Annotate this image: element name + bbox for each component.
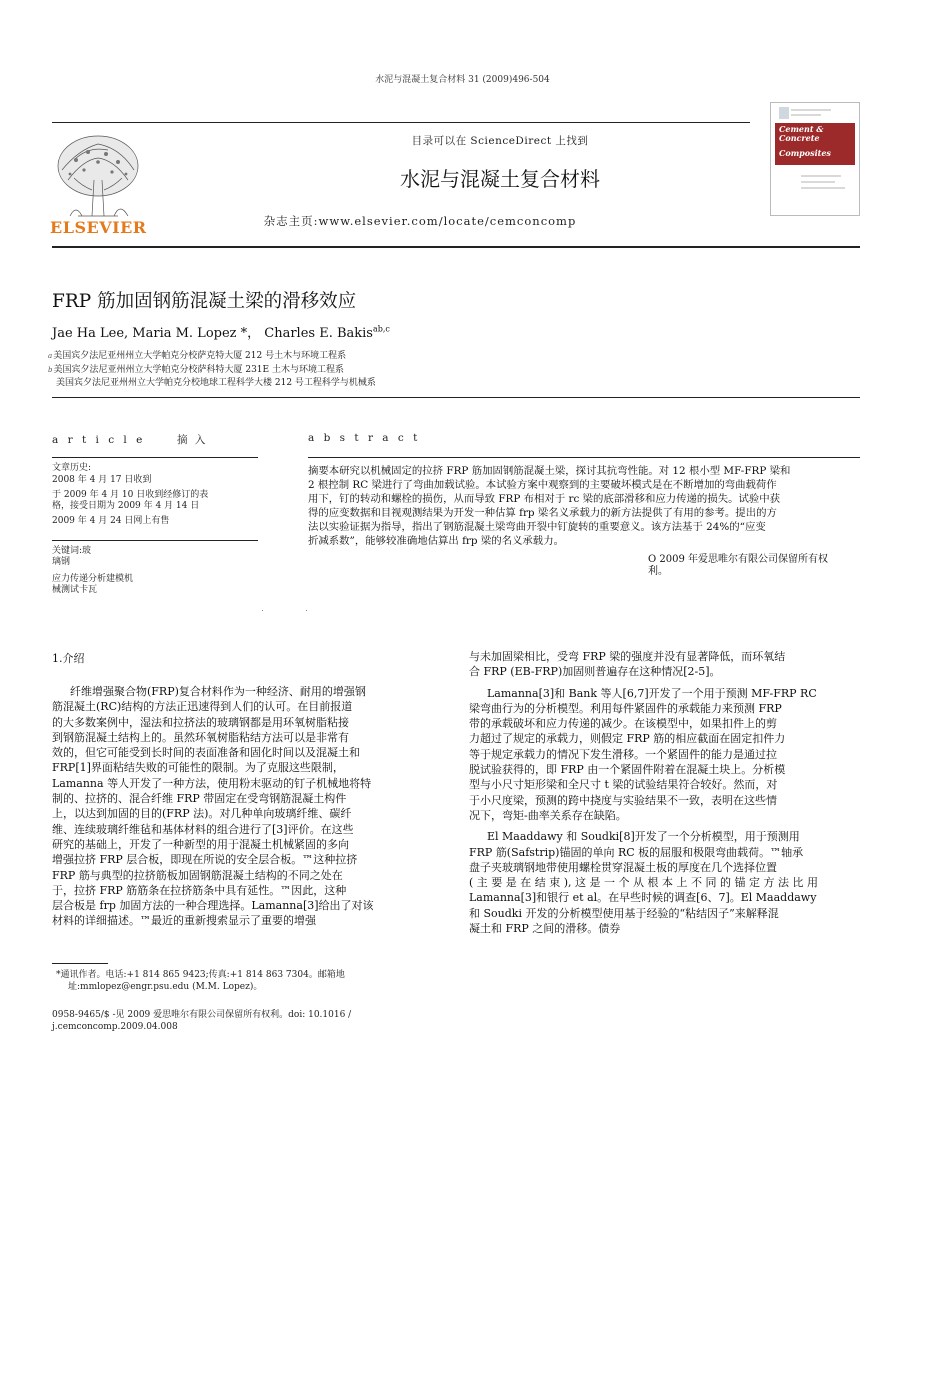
- paragraph: El Maaddawy 和 Soudki[8]开发了一个分析模型，用于预测用 FRP 筋(Safstrip)锚固的单向 RC 板的屈服和极限弯曲载荷。™轴承 盘子夹玻璃钢地带使用螺栓贯穿混凝土板的厚度在几个选择位置 ( 主 要 是 在 结 束 ), 这 是 一 个 从 根 本 上 不 同 的 锚 定 方 法 比 用 Lamanna[3]和银行 et al。在早些时候的调查[6、7]。El Maaddawy 和 Soudki 开发的分析模型使用基于经验的“粘结因子”来解释混 凝土和 FRP 之间的滑移。债券: [469, 830, 818, 936]
- info-rule-1: [52, 457, 258, 458]
- abstract-body: 摘要本研究以机械固定的拉挤 FRP 筋加固钢筋混凝土梁，探讨其抗弯性能。对 12 根小型 MF-FRP 梁和 2 根控制 RC 梁进行了弯曲加载试验。本试验方案中观察到的主要破坏模式是在不断增加的弯曲载荷作 用下，钉的转动和螺栓的损伤，从而导致 FRP 布相对于 rc 梁的底部滑移和应力传递的损失。试验中获 得的应变数据和目视观测结果为开发一种估算 frp 梁名义承载力的新方法提供了有用的参考。提出的方 法以实验证据为指导，指出了钢筋混凝土梁弯曲开裂中钉旋转的重要意义。该方法基于 24%的“应变 折减系数”，能够较准确地估算出 frp 梁的名义承载力。: [308, 465, 791, 547]
- header-bottom-rule: [52, 246, 860, 248]
- header-top-rule: [52, 122, 750, 123]
- abstract-rule: [308, 457, 860, 458]
- sciencedirect-line: 目录可以在 ScienceDirect 上找到: [411, 135, 589, 147]
- cover-text-line: [801, 181, 835, 183]
- keywords: 关键词:玻 璃钢 应力传递分析建模机 械测试卡瓦: [52, 546, 134, 595]
- affiliation-a: a美国宾夕法尼亚州州立大学帕克分校萨克特大厦 212 号土木与环境工程系: [48, 351, 347, 361]
- cover-logo-icon: [779, 107, 789, 119]
- article-info-label: a r t i c l e 摘 入: [52, 434, 208, 446]
- article-title: FRP 筋加固钢筋混凝土梁的滑移效应: [52, 291, 357, 312]
- cover-title: Cement & Concrete: [779, 124, 824, 143]
- doi-footnote: 0958-9465/$ -见 2009 爱思唯尔有限公司保留所有权利。doi: 10.1016 / j.cemconcomp.2009.04.008: [52, 1010, 352, 1032]
- cover-text-line: [801, 187, 845, 189]
- info-rule-2: [52, 540, 258, 541]
- abstract-copyright: O 2009 年爱思唯尔有限公司保留所有权 利。: [648, 554, 829, 577]
- affiliation-rule: [52, 397, 860, 398]
- abstract-label: a b s t r a c t: [308, 432, 421, 444]
- journal-cover-thumbnail: [770, 102, 860, 216]
- body-right-column: [469, 649, 865, 936]
- corresponding-author-footnote: *通讯作者。电话:+1 814 865 9423;传真:+1 814 863 7304。邮箱地 址:mmlopez@engr.psu.edu (M.M. Lopez)。: [56, 970, 345, 992]
- paragraph: Lamanna[3]和 Bank 等人[6,7]开发了一个用于预测 MF-FRP RC 梁弯曲行为的分析模型。利用每件紧固件的承载能力来预测 FRP 带的承载破坏和应力传递的减少。在该模型中，如果扣件上的剪 力超过了规定的承载力，则假定 FRP 筋的相应截面在固定扣件力 等于规定承载力的情况下发生滑移。一个紧固件的能力是通过拉 脱试验获得的，即 FRP 由一个紧固件附着在混凝土块上。分析模 型与小尺寸矩形梁和全尺寸 t 梁的试验结果符合较好。然而，对 于小尺度梁，预测的跨中挠度与实验结果不一致，表明在这些情 况下，弯矩-曲率关系存在缺陷。: [469, 686, 817, 822]
- journal-title: 水泥与混凝土复合材料: [400, 167, 600, 191]
- separator-dot: [262, 610, 263, 611]
- cover-text-line: [791, 109, 831, 111]
- journal-homepage: 杂志主页:www.elsevier.com/locate/cemconcomp: [263, 214, 577, 228]
- separator-dot: [306, 610, 307, 611]
- cover-subtitle: Composites: [779, 148, 831, 158]
- article-history: 文章历史: 2008 年 4 月 17 日收到 于 2009 年 4 月 10 日收到经修订的表 格，接受日期为 2009 年 4 月 14 日 2009 年 4 月 24 日网上有售: [52, 463, 209, 526]
- section-heading: 1.介绍: [52, 652, 85, 665]
- cover-text-line: [801, 175, 841, 177]
- author-list: Jae Ha Lee, Maria M. Lopez *， Charles E. Bakis$^{ab,c}$: [52, 324, 390, 341]
- paragraph: 与未加固梁相比，受弯 FRP 梁的强度并没有显著降低，而环氧结 合 FRP (EB-FRP)加固则普遍存在这种情况[2-5]。: [469, 650, 786, 679]
- cover-text-line: [791, 114, 821, 116]
- affiliation-c: 美国宾夕法尼亚州州立大学帕克分校地球工程科学大楼 212 号工程科学与机械系: [56, 378, 376, 388]
- journal-reference: 水泥与混凝土复合材料 31 (2009)496-504: [375, 75, 550, 85]
- affiliation-b: b美国宾夕法尼亚州州立大学帕克分校萨科特大厦 231E 土木与环境工程系: [48, 365, 344, 375]
- footnote-rule: [52, 963, 108, 964]
- body-left-column: 纤维增强聚合物(FRP)复合材料作为一种经济、耐用的增强钢 筋混凝土(RC)结构的方法正迅速得到人们的认可。在目前报道 的大多数案例中，湿法和拉挤法的玻璃钢都是用环氧树脂粘接 到钢筋混凝土结构上的。虽然环氧树脂粘结方法可以是非常有 效的，但它可能受到长时间的表面准备和固化时间以及混凝土和 FRP[1]界面粘结失败的可能性的限制。为了克服这些限制， Lamanna 等人开发了一种方法，使用粉末驱动的钉子机械地将特 制的、拉挤的、混合纤维 FRP 带固定在受弯钢筋混凝土构件 上，以达到加固的目的(FRP 法)。对几种单向玻璃纤维、碳纤 维、连续玻璃纤维毡和基体材料的组合进行了[3]评价。在这些 研究的基础上，开发了一种新型的用于混凝土机械紧固的多向 增强拉挤 FRP 层合板，即现在所说的安全层合板。™这种拉挤 FRP 筋与典型的拉挤筋板加固钢筋混凝土结构的不同之处在 于，拉挤 FRP 筋筋条在拉挤筋条中具有延性。™因此，这种 层合板是 frp 加固方法的一种合理选择。Lamanna[3]给出了对该 材料的详细描述。™最近的重新搜索显示了重要的增强: [52, 685, 374, 928]
- publisher-wordmark: ELSEVIER: [50, 218, 147, 237]
